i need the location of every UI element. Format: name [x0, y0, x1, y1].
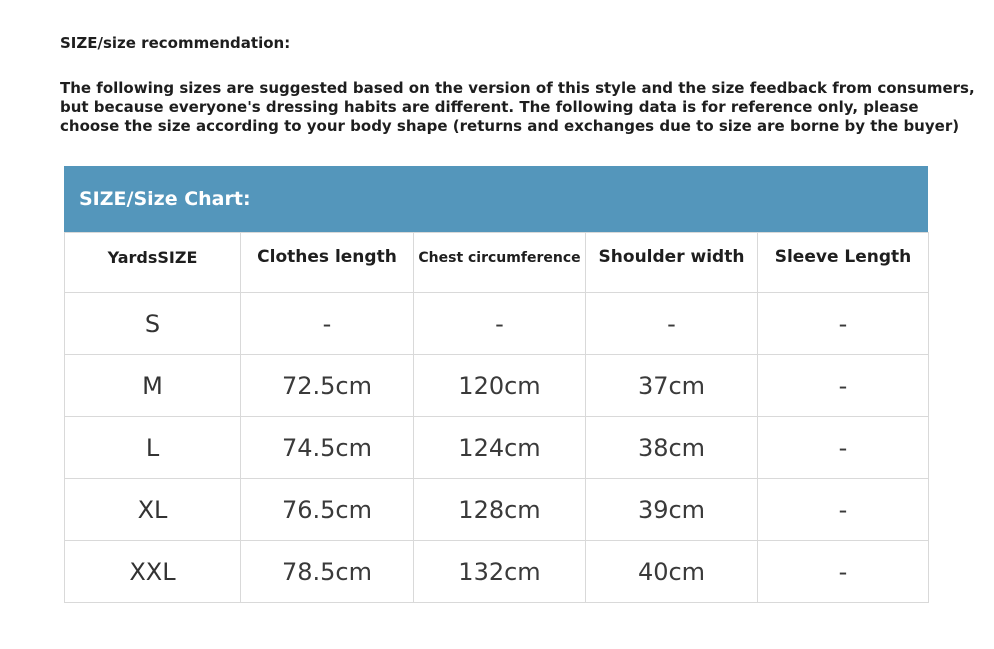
clothes-length-cell: 76.5cm: [241, 479, 414, 541]
size-cell: L: [65, 417, 241, 479]
sleeve-length-cell: -: [758, 479, 929, 541]
clothes-length-cell: -: [241, 293, 414, 355]
table-row: [65, 479, 929, 541]
chest-circumference-cell: 132cm: [414, 541, 586, 603]
chest-circumference-cell: 128cm: [414, 479, 586, 541]
sleeve-length-cell: -: [758, 355, 929, 417]
chest-circumference-cell: 124cm: [414, 417, 586, 479]
table-row: [65, 293, 929, 355]
clothes-length-cell: 78.5cm: [241, 541, 414, 603]
intro-line: but because everyone's dressing habits are different. The following data is for reference only, please: [60, 98, 919, 116]
shoulder-width-cell: -: [586, 293, 758, 355]
sleeve-length-cell: -: [758, 541, 929, 603]
column-header-sleeve-length: Sleeve Length: [758, 233, 929, 293]
size-cell: S: [65, 293, 241, 355]
size-cell: M: [65, 355, 241, 417]
sleeve-length-cell: -: [758, 293, 929, 355]
chest-circumference-cell: -: [414, 293, 586, 355]
shoulder-width-cell: 39cm: [586, 479, 758, 541]
clothes-length-cell: 72.5cm: [241, 355, 414, 417]
column-header-shoulder-width: Shoulder width: [586, 233, 758, 293]
size-table: [64, 232, 929, 603]
size-cell: XL: [65, 479, 241, 541]
page-heading: SIZE/size recommendation:: [60, 34, 291, 52]
column-header-clothes-length: Clothes length: [241, 233, 414, 293]
column-header-size: YardsSIZE: [65, 233, 241, 293]
size-chart: [64, 166, 928, 603]
shoulder-width-cell: 40cm: [586, 541, 758, 603]
column-header-chest-circumference: Chest circumference: [414, 233, 586, 293]
shoulder-width-cell: 38cm: [586, 417, 758, 479]
chest-circumference-cell: 120cm: [414, 355, 586, 417]
clothes-length-cell: 74.5cm: [241, 417, 414, 479]
table-header-row: [65, 233, 929, 293]
table-row: [65, 541, 929, 603]
intro-paragraph: [60, 79, 975, 136]
sleeve-length-cell: -: [758, 417, 929, 479]
intro-line: choose the size according to your body shape (returns and exchanges due to size are borne by the buyer): [60, 117, 960, 135]
intro-line: The following sizes are suggested based on the version of this style and the size feedback from consumers,: [60, 79, 975, 97]
table-row: [65, 417, 929, 479]
shoulder-width-cell: 37cm: [586, 355, 758, 417]
size-chart-banner: SIZE/Size Chart:: [64, 166, 928, 232]
size-cell: XXL: [65, 541, 241, 603]
table-row: [65, 355, 929, 417]
